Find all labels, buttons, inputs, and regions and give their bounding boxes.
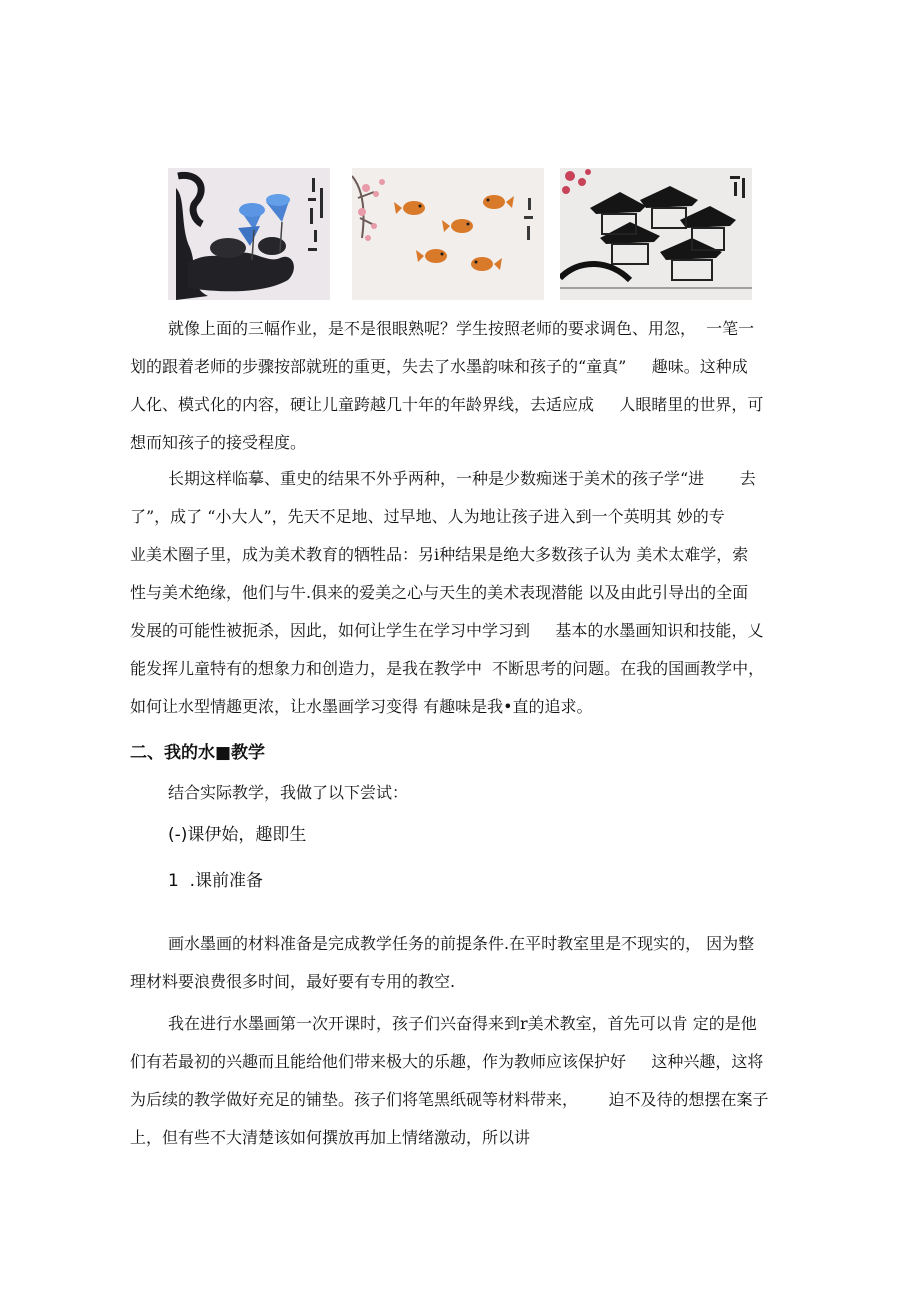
village-painting-graphic xyxy=(560,168,752,300)
text-line: 如何让水型情趣更浓，让水墨画学习变得 有趣味是我•直的追求。 xyxy=(130,697,593,716)
text-line: 业美术圈子里，成为美术教育的牺牲品：另i种结果是绝大多数孩子认为 美术太难学，索 xyxy=(130,545,749,564)
paragraph-material-prep xyxy=(130,925,802,1001)
text-line: 们有若最初的兴趣而且能给他们带来极大的乐趣，作为教师应该保护好 这种兴趣，这将 xyxy=(130,1052,764,1071)
subsection-heading: (-)课伊始，趣即生 xyxy=(168,825,307,845)
text-line: 划的跟着老师的步骤按部就班的重更，失去了水墨韵味和孩子的“童真” 趣味。这种成 xyxy=(130,357,748,376)
text-line: 为后续的教学做好充足的铺垫。孩子们将笔黑纸砚等材料带来， 迫不及待的想摆在案子 xyxy=(130,1090,769,1109)
text-line: 长期这样临摹、重史的结果不外乎两种，一种是少数痴迷于美术的孩子学“进 去 xyxy=(168,469,756,488)
text-line: 想而知孩子的接受程度。 xyxy=(130,433,307,452)
sub-subsection-heading: 1 .课前准备 xyxy=(168,871,264,891)
intro-text: 结合实际教学，我做了以下尝试： xyxy=(168,783,409,802)
paragraph-homework-critique xyxy=(130,310,802,462)
artwork-image-row xyxy=(168,168,752,300)
paragraph-first-class xyxy=(130,1005,802,1157)
text-line: 就像上面的三幅作业，是不是很眼熟呢？学生按照老师的要求调色、用忽， 一笔一 xyxy=(168,319,755,338)
morning-glory-painting-image xyxy=(168,168,330,300)
text-line: 了”，成了 “小大人”，先天不足地、过早地、人为地让孩子进入到一个英明其 妙的专 xyxy=(130,507,725,526)
section-heading: 二、我的水■教学 xyxy=(130,743,266,763)
village-painting-image xyxy=(560,168,752,300)
text-line: 人化、模式化的内容，硬让儿童跨越几十年的年龄界线，去适应成 人眼睹里的世界，可 xyxy=(130,395,764,414)
goldfish-painting-graphic xyxy=(352,168,544,300)
text-line: 上，但有些不大清楚该如何撰放再加上情绪激动，所以讲 xyxy=(130,1128,531,1147)
text-line: 性与美术绝缘，他们与牛.俱来的爱美之心与天生的美术表现潜能 以及由此引导出的全面 xyxy=(130,583,749,602)
goldfish-painting-image xyxy=(352,168,544,300)
text-line: 能发挥儿童特有的想象力和创造力，是我在教学中 不断思考的问题。在我的国画教学中， xyxy=(130,659,765,678)
text-line: 发展的可能性被扼杀，因此，如何让学生在学习中学习到 基本的水墨画知识和技能，乂 xyxy=(130,621,764,640)
morning-glory-painting-graphic xyxy=(168,168,330,300)
text-line: 我在进行水墨画第一次开课时，孩子们兴奋得来到r美术教室，首先可以肯 定的是他 xyxy=(168,1014,757,1033)
text-line: 画水墨画的材料准备是完成教学任务的前提条件.在平时教室里是不现实的， 因为整 xyxy=(168,934,755,953)
paragraph-copying-consequences xyxy=(130,460,802,726)
text-line: 理材料要浪费很多时间，最好要有专用的教空. xyxy=(130,972,456,991)
